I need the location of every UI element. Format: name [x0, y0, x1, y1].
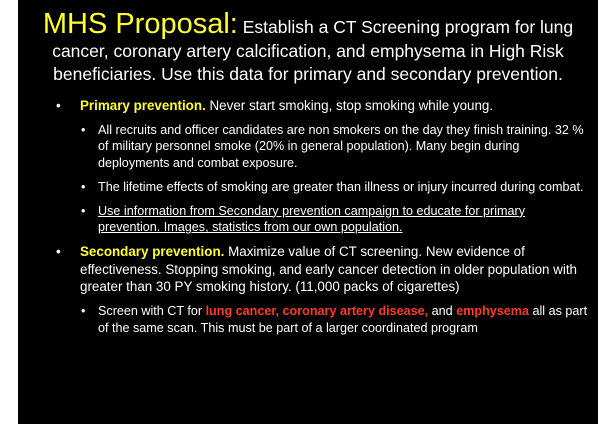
- slide-header: [28, 8, 588, 86]
- secondary-item-suffix: all as part of the same scan. This must be part of a larger coordinated program: [98, 303, 588, 335]
- bullet-list: [28, 97, 588, 336]
- bullet-icon: •: [56, 244, 61, 260]
- primary-prevention-text: Never start smoking, stop smoking while young.: [209, 98, 494, 113]
- slide-intro-text: Establish a CT Screening program for lung cancer, coronary artery calcification, and emphysema in High Risk beneficiaries. Use this data for primary and secondary prevention.: [52, 17, 574, 84]
- secondary-prevention-bullet: [28, 243, 588, 296]
- secondary-prevention-text: Maximize value of CT screening. New evidence of effectiveness. Stopping smoking, and early cancer detection in older population with greater than 30 PY smoking history. (11,000 packs of cigarettes): [80, 244, 577, 295]
- slide-title: MHS Proposal:: [42, 8, 238, 40]
- bullet-icon: •: [81, 179, 86, 194]
- slide: [18, 0, 598, 424]
- primary-item-text: The lifetime effects of smoking are greater than illness or injury incurred during combat.: [98, 179, 584, 194]
- secondary-item-prefix: Screen with CT for: [98, 303, 203, 318]
- primary-prevention-bullet: [28, 97, 588, 115]
- bullet-icon: •: [81, 203, 86, 218]
- bullet-icon: •: [81, 303, 86, 318]
- primary-prevention-label: Primary prevention.: [80, 98, 206, 113]
- primary-item-link-text: Use information from Secondary prevention campaign to educate for primary prevention. Images, statistics from our own population.: [98, 203, 525, 235]
- secondary-item-red-diseases: lung cancer, coronary artery disease,: [205, 303, 429, 318]
- secondary-item-mid: and: [431, 303, 453, 318]
- secondary-item-red-emphysema: emphysema: [456, 303, 529, 318]
- bullet-icon: •: [56, 98, 61, 113]
- secondary-prevention-label: Secondary prevention.: [80, 244, 225, 260]
- bullet-icon: •: [81, 122, 86, 137]
- primary-item-lifetime: [28, 179, 588, 196]
- primary-item-use-info: [28, 203, 588, 237]
- primary-item-recruits: [28, 122, 588, 172]
- primary-item-text: All recruits and officer candidates are non smokers on the day they finish training. 32 % of military personnel smoke (20% in general population). Many begin during deployments and combat exposure.: [98, 122, 584, 171]
- secondary-item-screen: [28, 303, 588, 337]
